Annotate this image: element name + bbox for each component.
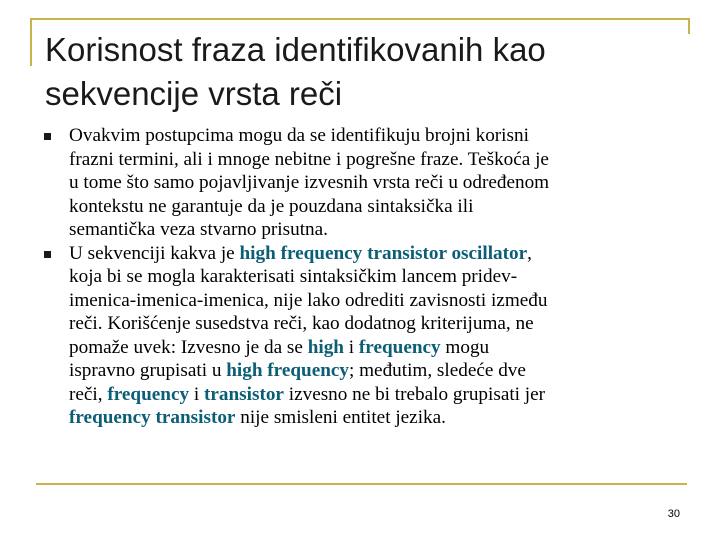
- frame-bottom-rule: [36, 483, 687, 485]
- text-run: U sekvenciji kakva je: [69, 242, 240, 264]
- text-run: ,: [527, 242, 532, 264]
- frame-top-rule: [30, 18, 690, 20]
- highlight-term: high: [307, 336, 344, 358]
- text-run: ; međutim, sledeće dve: [349, 360, 526, 381]
- highlight-term: frequency: [358, 336, 441, 358]
- text-run: i: [189, 383, 205, 405]
- bullet1-line-4: kontekstu ne garantuje da je pouzdana sintaksička ili: [69, 195, 474, 217]
- text-run: pomaže uvek: Izvesno je da se: [69, 336, 308, 358]
- bullet1-line-3: u tome što samo pojavljivanje izvesnih vrsta reči u određenom: [69, 172, 550, 193]
- text-run: i: [343, 336, 359, 358]
- frame-left-rule: [30, 18, 32, 66]
- square-bullet-icon: [44, 133, 51, 140]
- bullet1-line-5: semantička veza stvarno prisutna.: [69, 219, 328, 240]
- bullet2-line-8: [69, 406, 684, 430]
- page-number: 30: [667, 508, 680, 520]
- bullet2-line-4: reči. Korišćenje susedstva reči, kao dodatnog kriterijuma, ne: [69, 313, 534, 334]
- text-run: mogu: [440, 336, 490, 358]
- text-run: ispravno grupisati u: [69, 360, 227, 381]
- bullet2-line-7: [69, 383, 684, 407]
- highlight-term: high frequency transistor oscillator: [239, 242, 528, 264]
- highlight-term: frequency transistor: [69, 407, 236, 428]
- bullet2-line-5: [69, 336, 684, 360]
- highlight-term: transistor: [204, 383, 284, 405]
- text-run: nije smisleni entitet jezika.: [235, 407, 446, 428]
- bullet2-line-2: koja bi se mogla karakterisati sintaksičkim lancem pridev-: [69, 266, 518, 287]
- square-bullet-icon: [44, 251, 51, 258]
- title-line-2: sekvencije vrsta reči: [45, 75, 343, 112]
- bullet1-line-1: Ovakvim postupcima mogu da se identifikuju brojni korisni: [69, 125, 529, 146]
- slide-title: [45, 28, 685, 116]
- highlight-term: high frequency: [226, 360, 349, 381]
- bullet2-line-6: [69, 359, 684, 383]
- bullet2-line-1: [69, 242, 684, 266]
- bullet2-line-3: imenica-imenica-imenica, nije lako odrediti zavisnosti između: [69, 289, 548, 311]
- text-run: izvesno ne bi trebalo grupisati jer: [283, 383, 546, 405]
- title-line-1: Korisnost fraza identifikovanih kao: [45, 31, 546, 68]
- bullet1-line-2: frazni termini, ali i mnoge nebitne i pogrešne fraze. Teškoća je: [69, 148, 549, 170]
- bullet-item-1: [44, 124, 684, 242]
- frame-right-tick: [688, 18, 690, 34]
- bullet-list: [44, 124, 684, 430]
- highlight-term: frequency: [107, 383, 190, 405]
- text-run: reči,: [69, 383, 108, 405]
- bullet-item-2: [44, 242, 684, 430]
